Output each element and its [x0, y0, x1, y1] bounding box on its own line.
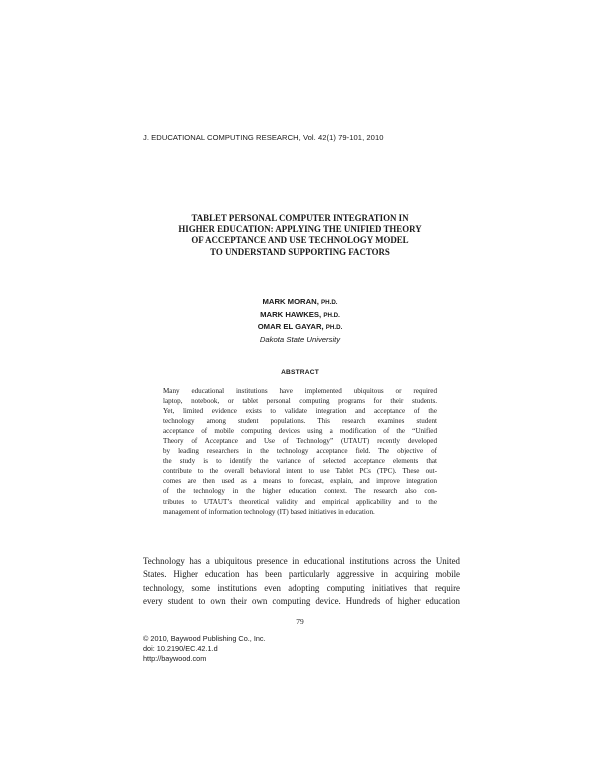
- affiliation: Dakota State University: [259, 334, 341, 344]
- author-degree: PH.D.: [325, 324, 343, 332]
- abstract-body: [163, 386, 437, 517]
- copyright-notice: © 2010, Baywood Publishing Co., Inc.: [143, 634, 266, 643]
- abstract-line: technology among student populations. This research examines student: [163, 417, 437, 426]
- publication-footer: [143, 634, 266, 663]
- title-line: TABLET PERSONAL COMPUTER INTEGRATION IN: [191, 213, 409, 223]
- author-degree: PH.D.: [323, 311, 340, 319]
- abstract-line: contribute to the overall behavioral intent to use Tablet PCs (TPC). These out-: [163, 467, 437, 476]
- abstract-line: Theory of Acceptance and Use of Technology” (UTAUT) recently developed: [163, 437, 437, 446]
- body-text: [143, 555, 460, 608]
- abstract-line: Many educational institutions have implemented ubiquitous or required: [163, 387, 437, 395]
- body-line: Technology has a ubiquitous presence in educational institutions across the United: [143, 556, 460, 566]
- abstract-line: by leading researchers in the technology acceptance field. The objective of: [163, 447, 437, 456]
- abstract-line: the study is to identify the variance of selected acceptance elements that: [163, 457, 437, 466]
- author-name: MARK MORAN,: [262, 297, 319, 306]
- doi: doi: 10.2190/EC.42.1.d: [143, 643, 218, 653]
- abstract-line: management of information technology (IT) based initiatives in education.: [163, 507, 375, 516]
- publisher-url: http://baywood.com: [143, 653, 207, 663]
- abstract-line: laptop, notebook, or tablet personal computing programs for their students.: [163, 397, 437, 406]
- author: [150, 296, 450, 309]
- abstract-line: tributes to UTAUT’s theoretical validity and empirical applicability and to the: [163, 497, 437, 506]
- running-header: J. EDUCATIONAL COMPUTING RESEARCH, Vol. 42(1) 79-101, 2010: [143, 133, 384, 142]
- page-number: 79: [296, 617, 304, 626]
- author: [150, 321, 450, 334]
- title-line: TO UNDERSTAND SUPPORTING FACTORS: [210, 246, 390, 257]
- author-name: MARK HAWKES,: [260, 309, 322, 319]
- author: [150, 309, 450, 322]
- author-name: OMAR EL GAYAR,: [257, 322, 324, 332]
- abstract-line: acceptance of mobile computing devices using a modification of the “Unified: [163, 427, 437, 436]
- author-degree: PH.D.: [321, 299, 338, 306]
- abstract-line: comes are then used as a means to forecast, explain, and improve integration: [163, 477, 437, 486]
- body-line: every student to own their own computing device. Hundreds of higher education: [143, 595, 460, 606]
- article-title: [150, 213, 450, 258]
- title-line: HIGHER EDUCATION: APPLYING THE UNIFIED THEORY: [178, 224, 422, 235]
- title-line: OF ACCEPTANCE AND USE TECHNOLOGY MODEL: [191, 235, 409, 246]
- abstract-line: of the technology in the higher education context. The research also con-: [163, 487, 437, 496]
- abstract-heading: ABSTRACT: [281, 369, 319, 376]
- body-line: States. Higher education has been particularly aggressive in acquiring mobile: [143, 569, 460, 580]
- abstract-line: Yet, limited evidence exists to validate integration and acceptance of the: [163, 407, 437, 416]
- body-line: technology, some institutions even adopting computing initiatives that require: [143, 582, 460, 593]
- author-block: [150, 296, 450, 345]
